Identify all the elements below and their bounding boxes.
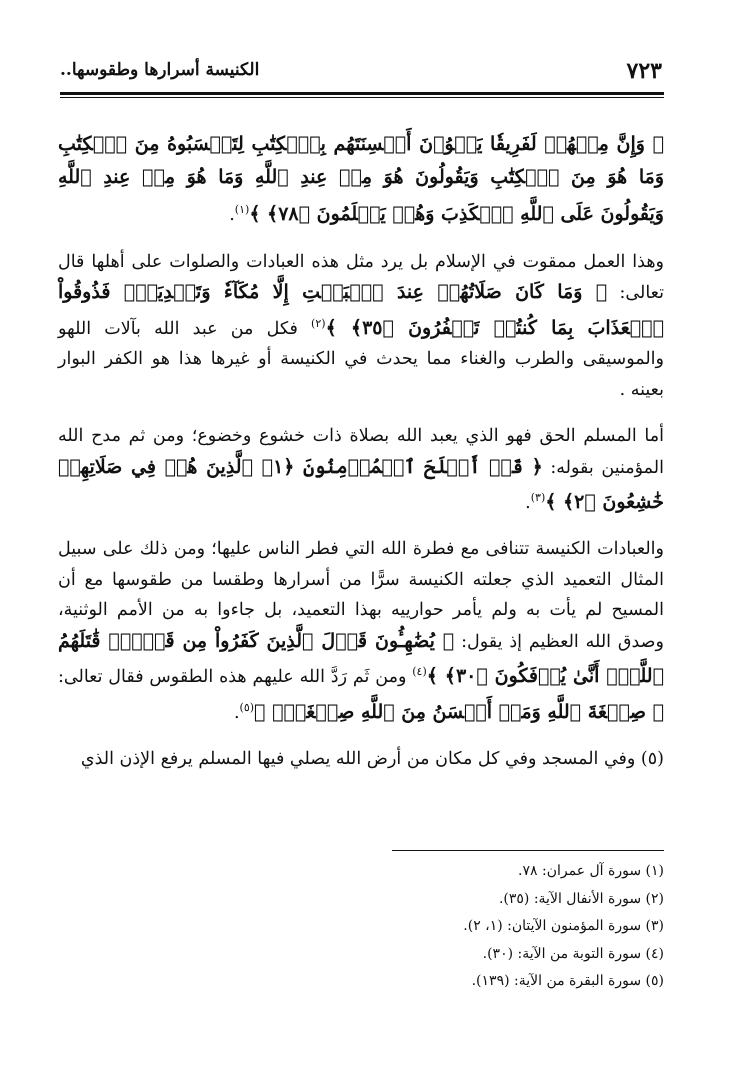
paragraph-text: والعبادات الكنيسة تتنافى مع فطرة الله التي فطر الناس عليها؛ ومن ذلك على سبيل المثال التعميد الذي جعلته الكنيسة سرًّا من أسرارها وطقسا من طقوسها مع أن المسيح لم يأت به ولم يأمر حوارييه بهذا التعميد، بل جاءوا به من الأمم الوثنية، وصدق الله العظيم إذ يقول:	[58, 539, 664, 652]
paragraph-1	[58, 128, 664, 231]
footnotes	[264, 858, 664, 996]
paragraph-3	[58, 421, 664, 518]
running-title: الكنيسة أسرارها وطقوسها..	[60, 60, 260, 80]
main-text	[58, 128, 664, 791]
punctuation: .	[525, 492, 531, 513]
paragraph-text: فكل من عبد الله بآلات اللهو والموسيقى والطرب والغناء مما يحدث في الكنيسة أو غيرها هذا هو الكفر البوار بعينه .	[58, 318, 664, 400]
punctuation: .	[229, 204, 235, 225]
footnote-ref: (٢)	[311, 316, 326, 330]
paragraph-text: وهذا العمل ممقوت في الإسلام بل يرد مثل هذه العبادات والصلوات على أهلها قال تعالى:	[58, 251, 664, 304]
footnote: (٣) سورة المؤمنون الآيتان: (١، ٢).	[463, 918, 664, 935]
paragraph-text: أما المسلم الحق فهو الذي يعبد الله بصلاة ذات خشوع وخضوع؛ ومن ثم مدح الله المؤمنين بقوله:	[58, 426, 664, 478]
footnote: (٢) سورة الأنفال الآية: (٣٥).	[498, 890, 664, 907]
header-rule-thick	[60, 92, 664, 95]
header-rule-thin	[60, 97, 664, 98]
paragraph-5	[58, 744, 664, 775]
footnote-ref: (٥)	[239, 700, 255, 714]
footnote-ref: (٤)	[412, 665, 427, 679]
quran-verse: ﴿ قَدۡ أَفۡلَحَ ٱلۡمُؤۡمِنُونَ ﴿١﴾ ٱلَّذِينَ هُمۡ فِي صَلَاتِهِمۡ خَٰشِعُونَ ﴿٢﴾ ﴾	[58, 455, 664, 513]
quran-verse: ﴿ وَإِنَّ مِنۡهُمۡ لَفَرِيقٗا يَلۡوُۥنَ أَلۡسِنَتَهُم بِٱلۡكِتَٰبِ لِتَحۡسَبُوهُ مِنَ ٱلۡكِتَٰبِ وَمَا هُوَ مِنَ ٱلۡكِتَٰبِ وَيَقُولُونَ هُوَ مِنۡ عِندِ ٱللَّهِ وَمَا هُوَ مِنۡ عِندِ ٱللَّهِ وَيَقُولُونَ عَلَى ٱللَّهِ ٱلۡكَذِبَ وَهُمۡ يَعۡلَمُونَ ﴿٧٨﴾ ﴾	[58, 133, 664, 225]
quran-verse: ﴿ يُضَٰهِـُٔونَ قَوۡلَ ٱلَّذِينَ كَفَرُواْ مِن قَبۡلُۚ قَٰتَلَهُمُ ٱللَّهُۖ أَنَّىٰ يُؤۡفَكُونَ ﴿٣٠﴾ ﴾	[58, 629, 664, 688]
footnote-rule	[392, 850, 664, 851]
quran-verse: ﴿ صِبۡغَةَ ٱللَّهِ وَمَنۡ أَحۡسَنُ مِنَ ٱللَّهِ صِبۡغَةٗۖ ﴾	[254, 700, 664, 723]
paragraph-text: ومن ثَم رَدَّ الله عليهم هذه الطقوس فقال تعالى:	[58, 667, 407, 688]
footnote-ref: (٣)	[530, 491, 546, 505]
footnote-ref: (١)	[234, 203, 250, 216]
paragraph-text: (٥) وفي المسجد وفي كل مكان من أرض الله يصلي فيها المسلم يرفع الإذن الذي	[80, 749, 664, 770]
page-number: ٧٢٣	[626, 58, 662, 84]
paragraph-2	[58, 247, 664, 405]
punctuation: .	[233, 702, 240, 723]
footnote: (٥) سورة البقرة من الآية: (١٣٩).	[471, 973, 664, 990]
paragraph-4	[58, 534, 664, 728]
page-header	[60, 56, 662, 92]
footnote: (١) سورة آل عمران: ٧٨.	[518, 863, 664, 879]
quran-verse: ﴿ وَمَا كَانَ صَلَاتُهُمۡ عِندَ ٱلۡبَيۡتِ إِلَّا مُكَآءٗ وَتَصۡدِيَةٗۚ فَذُوقُواْ ٱلۡعَذَابَ بِمَا كُنتُمۡ تَكۡفُرُونَ ﴿٣٥﴾ ﴾	[58, 281, 664, 339]
footnote: (٤) سورة التوبة من الآية: (٣٠).	[482, 945, 664, 962]
